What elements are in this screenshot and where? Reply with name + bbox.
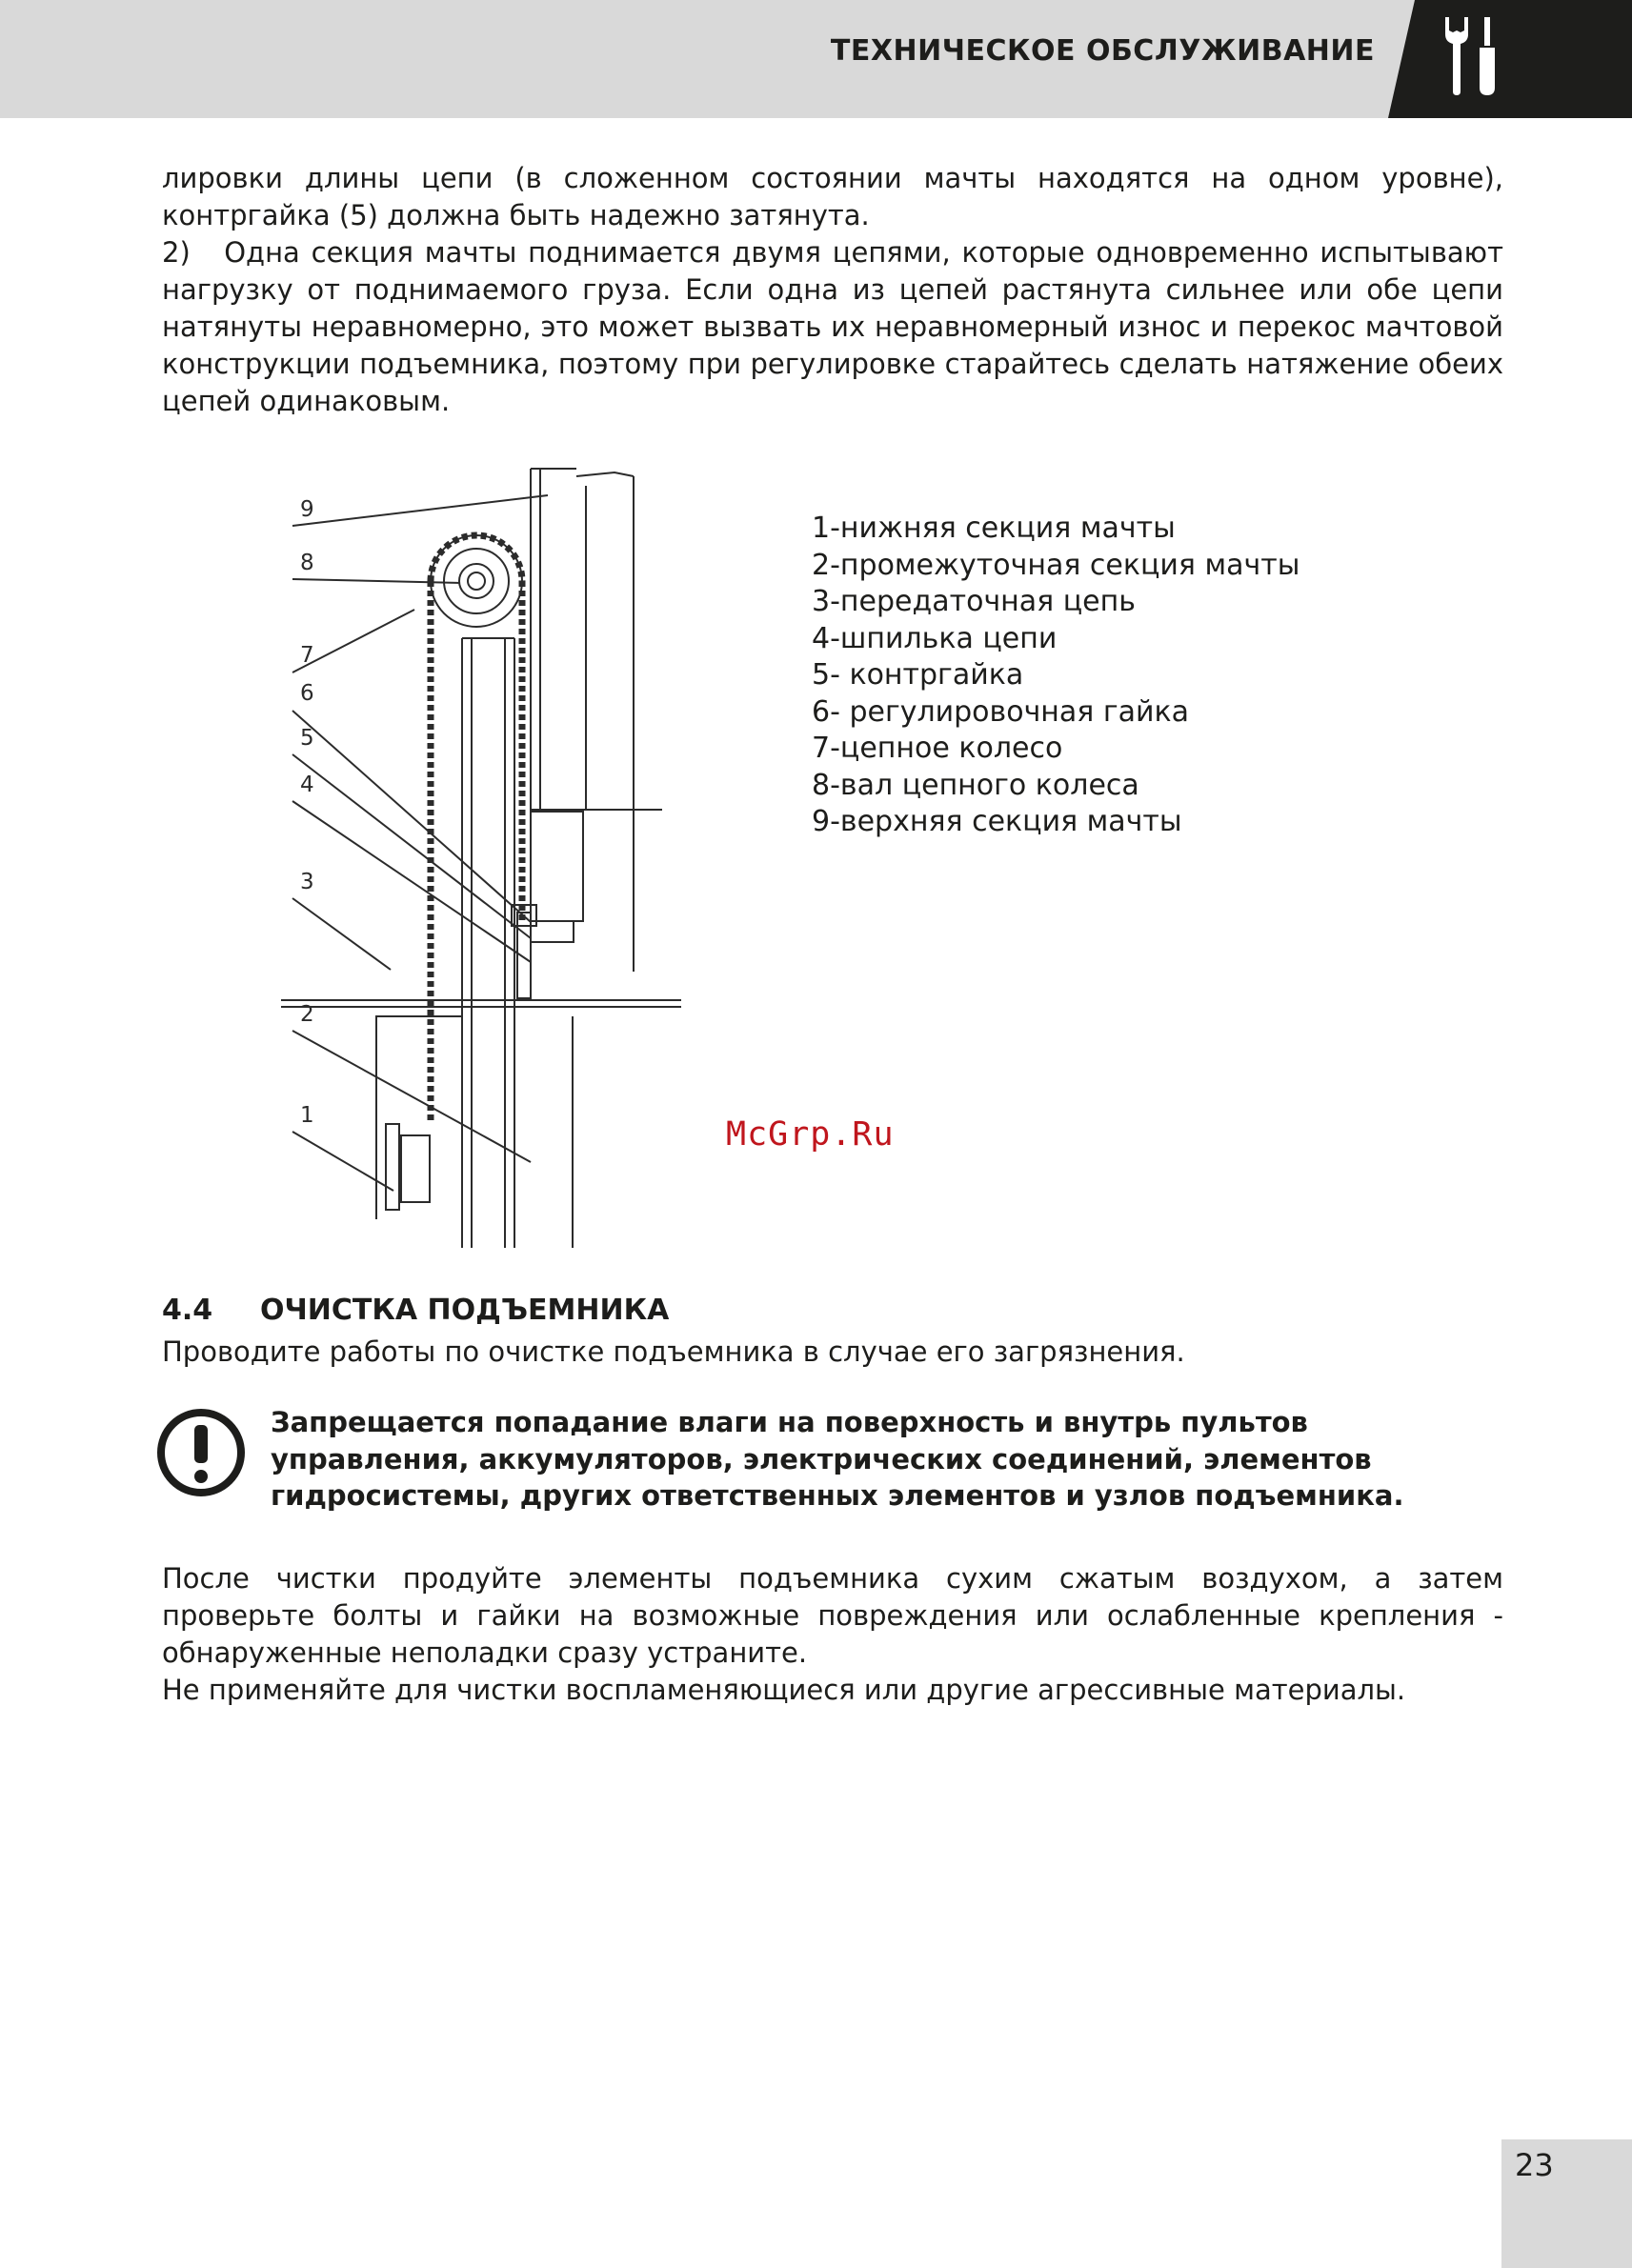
page-number: 23	[1515, 2147, 1554, 2183]
legend-item-6: 6- регулировочная гайка	[812, 694, 1190, 729]
callout-7: 7	[300, 643, 314, 668]
legend-item-3: 3-передаточная цепь	[812, 585, 1136, 618]
header-title: ТЕХНИЧЕСКОЕ ОБСЛУЖИВАНИЕ	[830, 34, 1375, 68]
page-header	[0, 0, 1632, 118]
legend-item-5: 5- контргайка	[812, 658, 1024, 692]
callout-3: 3	[300, 870, 314, 894]
section-number: 4.4	[162, 1294, 213, 1327]
paragraph-item-2: 2) Одна секция мачты поднимается двумя цепями, которые одновременно испытывают нагрузку от поднимаемого груза. Если одна из цепей растянута сильнее или обе цепи натянуты неравномерно, это может вызвать их неравномерный износ и перекос мачтовой конструкции подъемника, поэтому при регулировке старайтесь сделать натяжение обеих цепей одинаковым.	[162, 236, 1503, 417]
legend-item-1: 1-нижняя секция мачты	[812, 512, 1176, 545]
tools-icon	[1441, 17, 1506, 95]
callout-8: 8	[300, 551, 314, 575]
callout-1: 1	[300, 1103, 314, 1128]
paragraph-no-flammables: Не применяйте для чистки воспламеняющиеся или другие агрессивные материалы.	[162, 1674, 1406, 1706]
warning-text: Запрещается попадание влаги на поверхность и внутрь пультов управления, аккумуляторов, электрических соединений, элементов гидросистемы, других ответственных элементов и узлов подъемника.	[271, 1406, 1404, 1512]
legend-item-4: 4-шпилька цепи	[812, 621, 1058, 655]
section-title: ОЧИСТКА ПОДЪЕМНИКА	[260, 1294, 670, 1327]
mast-chain-diagram	[281, 457, 691, 1248]
section-heading	[162, 1294, 669, 1327]
callout-2: 2	[300, 1002, 314, 1027]
legend-item-7: 7-цепное колесо	[812, 732, 1063, 765]
diagram-legend	[812, 511, 1300, 841]
callout-5: 5	[300, 726, 314, 751]
legend-item-8: 8-вал цепного колеса	[812, 768, 1139, 802]
callout-4: 4	[300, 773, 314, 797]
paragraph-continuation: лировки длины цепи (в сложенном состоянии мачты находятся на одном уровне), контргайка (5) должна быть надежно затянута.	[162, 162, 1503, 231]
legend-item-9: 9-верхняя секция мачты	[812, 805, 1182, 838]
header-icon-tab	[1388, 0, 1632, 118]
exclamation-circle-icon	[156, 1408, 246, 1497]
callout-9: 9	[300, 497, 314, 522]
section-intro: Проводите работы по очистке подъемника в случае его загрязнения.	[162, 1335, 1185, 1368]
legend-item-2: 2-промежуточная секция мачты	[812, 548, 1300, 582]
paragraph-after-cleaning: После чистки продуйте элементы подъемника сухим сжатым воздухом, а затем проверьте болты и гайки на возможные повреждения или ослабленные крепления - обнаруженные неполадки сразу устраните.	[162, 1562, 1503, 1669]
callout-6: 6	[300, 681, 314, 706]
watermark: McGrp.Ru	[726, 1115, 895, 1154]
